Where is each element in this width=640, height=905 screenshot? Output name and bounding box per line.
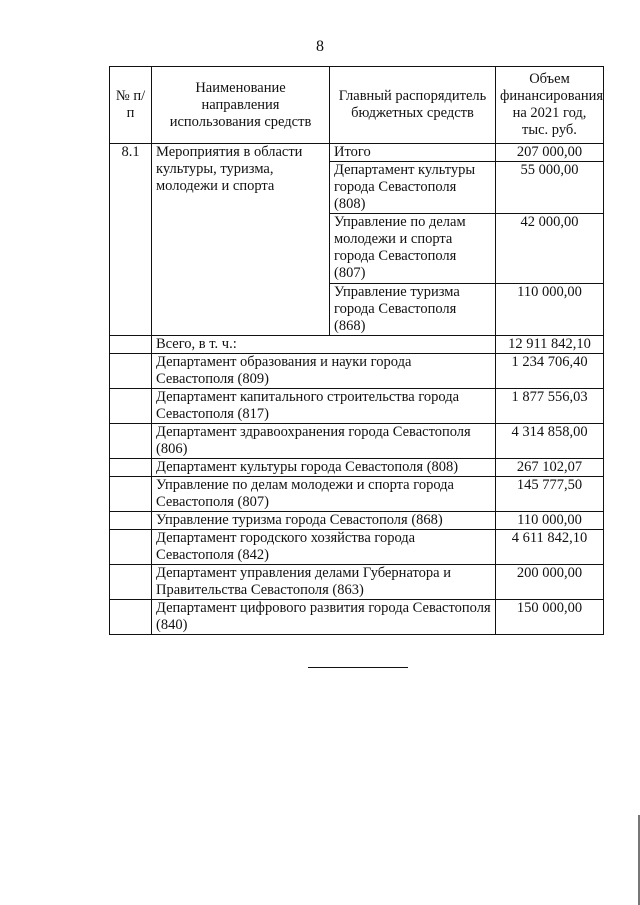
manager-cell: Департамент культуры города Севастополя (808) xyxy=(330,162,496,214)
footer-divider xyxy=(308,667,408,668)
table-row xyxy=(110,144,604,162)
total-row xyxy=(110,336,604,354)
header-manager: Главный распорядитель бюджетных средств xyxy=(330,67,496,144)
breakdown-label: Департамент здравоохранения города Севастополя (806) xyxy=(152,424,496,459)
table-row xyxy=(110,477,604,512)
table-row xyxy=(110,600,604,635)
table-row xyxy=(110,512,604,530)
total-amount: 12 911 842,10 xyxy=(496,336,604,354)
table-row xyxy=(110,354,604,389)
breakdown-label: Департамент образования и науки города Севастополя (809) xyxy=(152,354,496,389)
breakdown-amount: 150 000,00 xyxy=(496,600,604,635)
header-direction: Наименование направления использования средств xyxy=(152,67,330,144)
amount-cell: 207 000,00 xyxy=(496,144,604,162)
amount-cell: 110 000,00 xyxy=(496,284,604,336)
breakdown-amount: 200 000,00 xyxy=(496,565,604,600)
item-number: 8.1 xyxy=(110,144,152,336)
breakdown-label: Департамент управления делами Губернатора и Правительства Севастополя (863) xyxy=(152,565,496,600)
total-label: Всего, в т. ч.: xyxy=(152,336,496,354)
item-direction: Мероприятия в области культуры, туризма, молодежи и спорта xyxy=(152,144,330,336)
table-row xyxy=(110,565,604,600)
table-row xyxy=(110,389,604,424)
breakdown-amount: 145 777,50 xyxy=(496,477,604,512)
breakdown-amount: 1 877 556,03 xyxy=(496,389,604,424)
header-num: № п/п xyxy=(110,67,152,144)
breakdown-label: Департамент цифрового развития города Севастополя (840) xyxy=(152,600,496,635)
table-header-row xyxy=(110,67,604,144)
funding-table xyxy=(109,66,604,635)
breakdown-label: Департамент культуры города Севастополя (808) xyxy=(152,459,496,477)
breakdown-amount: 267 102,07 xyxy=(496,459,604,477)
amount-cell: 55 000,00 xyxy=(496,162,604,214)
breakdown-label: Департамент капитального строительства города Севастополя (817) xyxy=(152,389,496,424)
breakdown-amount: 1 234 706,40 xyxy=(496,354,604,389)
table-row xyxy=(110,459,604,477)
breakdown-label: Управление туризма города Севастополя (868) xyxy=(152,512,496,530)
breakdown-amount: 110 000,00 xyxy=(496,512,604,530)
amount-cell: 42 000,00 xyxy=(496,214,604,284)
breakdown-amount: 4 314 858,00 xyxy=(496,424,604,459)
header-amount: Объем финансирования на 2021 год, тыс. руб. xyxy=(496,67,604,144)
table-row xyxy=(110,424,604,459)
page-number: 8 xyxy=(316,38,324,55)
manager-cell: Итого xyxy=(330,144,496,162)
breakdown-label: Управление по делам молодежи и спорта города Севастополя (807) xyxy=(152,477,496,512)
manager-cell: Управление по делам молодежи и спорта города Севастополя (807) xyxy=(330,214,496,284)
breakdown-label: Департамент городского хозяйства города Севастополя (842) xyxy=(152,530,496,565)
table-row xyxy=(110,530,604,565)
manager-cell: Управление туризма города Севастополя (868) xyxy=(330,284,496,336)
breakdown-amount: 4 611 842,10 xyxy=(496,530,604,565)
